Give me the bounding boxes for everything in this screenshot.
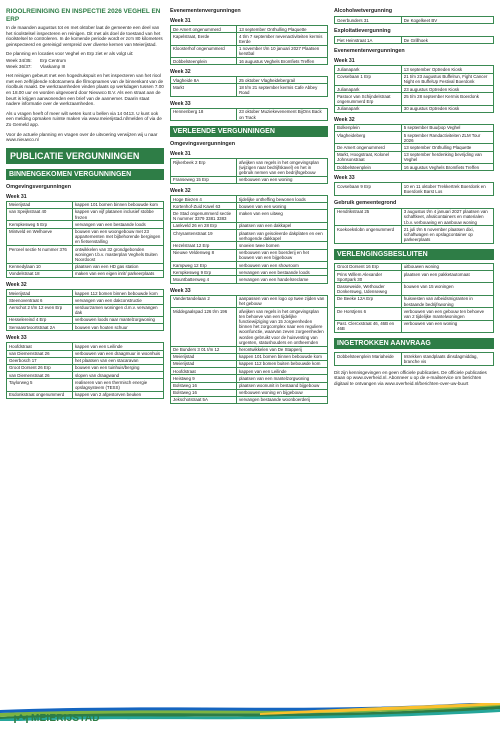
cell-location: Chrysantenstraat 19	[171, 230, 237, 242]
verlenging-title: VERLENGINGSBESLUITEN	[334, 249, 494, 260]
table-row	[335, 164, 494, 171]
table-row	[7, 372, 164, 379]
cell-description: plaatsen woonunit in bestaand bijgebouw	[236, 382, 327, 389]
cell-location: Covsebaan 9 Erp	[335, 183, 402, 195]
table-row	[171, 84, 328, 96]
cell-description: plaatsen van een pakketautomaat	[401, 271, 493, 283]
listing-table	[170, 158, 328, 184]
planning-week: Week 34/35:	[6, 57, 32, 63]
cell-description: bouwen van een woongebouw met 23 appartementen met bijbehorende bergingen en fietsenstalling	[72, 228, 163, 246]
cell-location: Middegaalspad 126 t/m 196	[171, 308, 237, 346]
cell-location: Taylorweg 5	[7, 379, 73, 391]
table-row	[335, 105, 494, 112]
cell-description: afwijken van regels in het omgevingsplan ten behoeve van een tijdelijke functiewijziging van 15 zorgeenheden binnen het zorgcomplex naar een reguliere woonfunctie, waarvan zeven zorgeenheden worden gebruikt voor de huisvesting van urgenten, statushouders en ontheemden	[236, 308, 327, 346]
cell-location: Vondelstraat 18	[7, 270, 73, 277]
evenementen-groups	[170, 18, 328, 121]
cell-location: Dobbelsteenplein Mariaheide	[335, 353, 402, 365]
cell-description: kappen van 2 afgestorven beuken	[72, 391, 163, 398]
cell-location: Vlagheideberg	[335, 132, 402, 144]
cell-location: Rijkerbeek 2 Erp	[171, 159, 237, 177]
cell-location: Koekoekslobn ongenummerd	[335, 226, 402, 244]
cell-location: Hezelstraat 12 Erp	[171, 242, 237, 249]
cell-description: verbouwen van een boerderij en het bouwen van een bijgebouw	[236, 249, 327, 261]
table-row	[335, 183, 494, 195]
table-row	[171, 389, 328, 396]
cell-description: 25 t/m 28 september Kermis Boerdonk	[401, 93, 493, 105]
cell-description: het plaatsen van een stacaravan	[72, 357, 163, 364]
cell-location: Perceel sectie N nummer 376	[7, 246, 73, 264]
table-row	[7, 228, 164, 246]
week-label: Week 32	[170, 188, 191, 195]
cell-location: Kloosterhof ongenummerd	[171, 45, 237, 57]
column-right	[334, 8, 494, 390]
table-row	[171, 196, 328, 203]
table-row	[335, 271, 494, 283]
cell-description: bouwen van een tuinhuis/berging	[72, 364, 163, 371]
table-row	[171, 276, 328, 283]
gebruik-table	[334, 208, 494, 244]
ingetrokken-title: INGETROKKEN AANVRAAG	[334, 338, 494, 349]
cell-location: Bolstweg 16	[171, 389, 237, 396]
table-row	[171, 375, 328, 382]
table-row	[335, 124, 494, 131]
table-row	[171, 242, 328, 249]
cell-location: Julianapark	[335, 86, 402, 93]
cell-location: Julianapark	[335, 66, 402, 73]
cell-location: De Amert ongenummerd	[171, 26, 237, 33]
cell-description: 5 september Randactiviteiten ZLM Tour 2026	[401, 132, 493, 144]
cell-location: Bolstweg 16	[171, 382, 237, 389]
table-row	[335, 151, 494, 163]
cell-description: vervangen van een bestaande loods	[72, 221, 163, 228]
omgeving-subtitle: Omgevingsvergunningen	[6, 183, 71, 190]
table-row	[7, 364, 164, 371]
week-label: Week 32	[6, 282, 27, 289]
cell-description: vervangen van een dakconstructie	[72, 297, 163, 304]
listing-table	[334, 36, 494, 44]
cell-description: 13 september Optreden Kiosk	[401, 66, 493, 73]
table-row	[335, 73, 494, 85]
table-row	[335, 263, 494, 270]
cell-description: verbouwen van een showroom	[236, 262, 327, 269]
cell-location: Markt, Hoogstraat, Kolonel Johnsonstraat	[335, 151, 402, 163]
week-label: Week 33	[170, 100, 191, 107]
cell-location: Franseweg 15 Erp	[171, 176, 237, 183]
cell-location: Esdonkstraat ongenummerd	[7, 391, 73, 398]
cell-description: snoeien twee bomen	[236, 242, 327, 249]
cell-location: Mintveld en Welhoeve	[7, 228, 73, 246]
cell-description: 5 september Buu/pop Veghel	[401, 124, 493, 131]
riool-actual-planning: Voor de actuele planning en vragen over de uitvoering verwijzen wij u naar www.nieuwco.nl	[6, 131, 158, 143]
cell-description: verduurzamen woningen d.m.v. vervangen dak	[72, 304, 163, 316]
cell-description: 16 augustus Veghels Bromfiets Treffen	[401, 164, 493, 171]
cell-location: Lankveld 26 en 28 Erp	[171, 222, 237, 229]
cell-description: kappen 112 bomen buiten bebouwde kom	[236, 360, 327, 367]
table-row	[171, 382, 328, 389]
table-row	[335, 66, 494, 73]
table-row	[7, 270, 164, 277]
cell-location: De Beeke 12A Erp	[335, 295, 402, 307]
table-row	[171, 108, 328, 120]
cell-description: 23 augustus Optreden Kiosk	[401, 86, 493, 93]
cell-location: Piet Heinstraat 1A	[335, 37, 402, 44]
cell-description: plaatsen van een mantelzorgwoning	[236, 375, 327, 382]
cell-location: Nieuwe Veldenweg 8	[171, 249, 237, 261]
week-label: Week 32	[334, 116, 355, 123]
omgeving-subtitle-verleend: Omgevingsvergunningen	[170, 141, 235, 148]
table-row	[171, 353, 328, 360]
ingetrokken-table	[334, 352, 494, 365]
meierijstad-logo	[14, 713, 100, 724]
cell-description: bouwen van een woning	[236, 203, 327, 210]
week-label: Week 31	[170, 18, 191, 24]
table-row	[171, 249, 328, 261]
table-row	[335, 353, 494, 365]
table-row	[171, 295, 328, 307]
listing-table	[6, 342, 164, 399]
table-row	[7, 290, 164, 297]
cell-location: Bolkenplein	[335, 124, 402, 131]
cell-location: Vlagheide 8A	[171, 77, 237, 84]
cell-location: Dobbelsteenplein	[335, 164, 402, 171]
cell-description: tijdelijke ontheffing bewonen loods	[236, 196, 327, 203]
logo-m-icon	[14, 714, 28, 724]
riool-intro: In de maanden augustus tot en met oktober laat de gemeente een deel van het rioolstelsel inspecteren en reinigen. Dit met als doel de toestand van het rioolstelsel te controleren. In de komende periode wordt er zo'n 80 kilometers geinspecteerd en gereinigd verspreid over diverse kernen van Meierijstad.	[6, 25, 163, 47]
evenementen-subtitle-verleend: Evenementenvergunningen	[334, 48, 405, 55]
cell-location: Meierijstad	[171, 360, 237, 367]
cell-description: verbouwen van een woning	[236, 176, 327, 183]
cell-description: slopen van draagwand	[72, 372, 163, 379]
cell-location: Meierijstad	[171, 353, 237, 360]
cell-location: Heistweg 9	[171, 375, 237, 382]
table-row	[335, 226, 494, 244]
cell-description: kappen van een Leilinde	[72, 343, 163, 350]
table-row	[7, 391, 164, 398]
table-row	[335, 144, 494, 151]
table-row	[335, 320, 494, 332]
planning-location: Erp Centrum	[40, 57, 67, 63]
table-row	[171, 222, 328, 229]
cell-location: Vandertandelaan 2	[171, 295, 237, 307]
table-row	[7, 304, 164, 316]
cell-description: verbouwen van een woning	[401, 320, 493, 332]
verleende-groups	[170, 151, 328, 404]
cell-location: Servaasrtvoortstraat 2A	[7, 324, 73, 331]
table-row	[335, 86, 494, 93]
cell-description: 13 september Onthulling Plaquette	[401, 144, 493, 151]
cell-location: van Diemenstraat 26	[7, 372, 73, 379]
cell-location: Hoofdstraat	[171, 368, 237, 375]
table-row	[7, 201, 164, 208]
listing-table	[334, 352, 494, 365]
cell-description: bouwen van 15 woningen	[401, 283, 493, 295]
cell-location: Geerbosch 17	[7, 357, 73, 364]
listing-table	[170, 195, 328, 284]
week-label: Week 31	[334, 58, 355, 65]
table-row	[335, 208, 494, 226]
riool-title: RIOOLREINIGING EN INSPECTIE 2026 VEGHEL EN ERP	[6, 8, 161, 23]
week-label: Week 32	[170, 69, 191, 76]
cell-location: Kempkesweg 9 Erp	[171, 269, 237, 276]
cell-description: kappen 101 bomen binnen bebouwde kom	[236, 353, 327, 360]
listing-table	[170, 76, 328, 97]
cell-description: 1 november t/m 10 januari 2027 Plaatsen kerstbal	[236, 45, 327, 57]
cell-description: 30 augustus Optreden Kiosk	[401, 105, 493, 112]
table-row	[171, 159, 328, 177]
cell-description: realiseren van een thermisch energie opslagsysteem (TESS)	[72, 379, 163, 391]
cell-description: kappen 101 bomen binnen bebouwde kom	[72, 201, 163, 208]
cell-location: De Horstjens 6	[335, 308, 402, 320]
cell-description: kappen van vijf platanen inclusief stobbe frezen	[72, 208, 163, 220]
cell-location: Mountbattenweg 4	[171, 276, 237, 283]
cell-description: 13 september Onthulling Plaquette	[236, 26, 327, 33]
table-row	[171, 269, 328, 276]
verleende-title: VERLEENDE VERGUNNINGEN	[170, 126, 328, 137]
verlenging-table	[334, 263, 494, 333]
cell-location: Prins Willem Alexander Sportpark 30	[335, 271, 402, 283]
cell-description: plaatsen van een dakkapel	[236, 222, 327, 229]
cell-description: maken van een uitweg	[236, 210, 327, 222]
binnengekomen-title: BINNENGEKOMEN VERGUNNINGEN	[6, 169, 164, 180]
cell-location: Meierijstad	[7, 290, 73, 297]
cell-description: 21 t/m 23 augustus Buffelrun, Fight Cancer Night en BuffelUp Festival Boerdonk	[401, 73, 493, 85]
table-row	[171, 45, 328, 57]
listing-table	[334, 182, 494, 195]
cell-location: De Bunders 3 01 t/m 12	[171, 346, 237, 353]
listing-table	[334, 16, 494, 24]
cell-description: afwijken van regels in het omgevingsplan (wijzigen naar bedrijfskavel) en het in gebruik nemen van een bedrijfsgebouw	[236, 159, 327, 177]
listing-table	[6, 289, 164, 331]
listing-table	[170, 108, 328, 121]
cell-location: De Amert ongenummerd	[335, 144, 402, 151]
table-row	[7, 350, 164, 357]
listing-table	[334, 263, 494, 333]
table-row	[335, 308, 494, 320]
cell-location: Aerschot 2 t/m 12 even Erp	[7, 304, 73, 316]
listing-table	[170, 295, 328, 404]
cell-location: Kempkesweg 5 Erp	[7, 221, 73, 228]
cell-description: uitbouwen woning	[401, 263, 493, 270]
planning-row	[6, 64, 164, 70]
cell-description: herontwikkelen van De Stapperij	[236, 346, 327, 353]
table-row	[7, 208, 164, 220]
exploitatie-subtitle: Exploitatievergunning	[334, 28, 391, 35]
cell-location: Hennenberg 18	[171, 108, 237, 120]
cell-location: Kennedylaan 10	[7, 263, 73, 270]
table-row	[7, 246, 164, 264]
table-row	[7, 357, 164, 364]
cell-location: Kortenhof-Zuid Kavel 63	[171, 203, 237, 210]
listing-table	[170, 25, 328, 65]
cell-location: Groot Dorsent 26 Erp	[7, 364, 73, 371]
cell-location: De Stad ongenummerd sectie N nummer 3379 3381 3383	[171, 210, 237, 222]
week-label: Week 31	[6, 193, 27, 200]
cell-location: Dasseweide, Wethouder Donkersweg, Udenseweg	[335, 283, 402, 295]
exploitatie-table	[334, 36, 494, 44]
cell-description: verbouwen van een gebouw ten behoeve van 2 tijdelijke mantelwoningen	[401, 308, 493, 320]
table-row	[335, 295, 494, 307]
column-middle	[170, 8, 328, 404]
table-row	[171, 203, 328, 210]
cell-description: 13 september herdenking bevrijding van Veghel	[401, 151, 493, 163]
cell-location: Kampweg 12 Erp	[171, 262, 237, 269]
column-left	[6, 8, 164, 399]
cell-description: kappen 112 bomen binnen bebouwde kom	[72, 290, 163, 297]
week-label: Week 33	[6, 335, 27, 342]
cell-description: 10 en 11 oktober Trekkertrek Boerdonk en Boerdonk Barst Los	[401, 183, 493, 195]
cell-description: aanpassen van een logo op twee zijden van het gebouw	[236, 295, 327, 307]
cell-description: maken van een eigen inrit/ parkeerplaats	[72, 270, 163, 277]
table-row	[335, 17, 494, 24]
table-row	[171, 230, 328, 242]
cell-location: Covsebaan 1 Erp	[335, 73, 402, 85]
cell-location: Geerbunders 31	[335, 17, 402, 24]
planning-location: Vlaskamp III	[40, 63, 66, 69]
cell-location: Julianapark	[335, 105, 402, 112]
table-row	[7, 324, 164, 331]
table-row	[335, 132, 494, 144]
listing-table	[334, 65, 494, 112]
planning-week: Week 36/37:	[6, 63, 32, 69]
riool-planning-intro: De planning en locaties voor Veghel en Erp ziet er als volgt uit:	[6, 51, 134, 57]
cell-description: 16 augustus Veghels Bromfiets Treffen	[236, 58, 327, 65]
table-row	[171, 360, 328, 367]
cell-location: Dobbelsteenplein	[171, 58, 237, 65]
cell-location: Pastoor van Schijndelstraat ongenummerd Erp	[335, 93, 402, 105]
cell-description: vervangen van een handelsreclame	[236, 276, 327, 283]
cell-description: plaatsen van een HD gas station	[72, 263, 163, 270]
cell-description: bouwen van houten schuur	[72, 324, 163, 331]
table-row	[7, 221, 164, 228]
gebruik-subtitle: Gebruik gemeentegrond	[334, 199, 397, 206]
table-row	[7, 263, 164, 270]
cell-description: ontwikkelen van 32 grondgebonden woningen t.b.v. masterplan Veghels Buiten Noordoost	[72, 246, 163, 264]
publicatie-title: PUBLICATIE VERGUNNINGEN	[6, 148, 164, 164]
cell-location: Hesselereind 4 Erp	[7, 316, 73, 323]
listing-table	[334, 208, 494, 244]
table-row	[171, 368, 328, 375]
cell-description: verbouwen loods naar mantelzorgwoning	[72, 316, 163, 323]
cell-location: Groot Dorsent 16 Erp	[335, 263, 402, 270]
listing-table	[334, 124, 494, 171]
cell-location: Steenoventraat 6	[7, 297, 73, 304]
evenementen-verleend-groups	[334, 58, 494, 195]
cell-location: Hoofdstraat	[7, 343, 73, 350]
cell-description: 25 oktober Vlagheidebergrail	[236, 77, 327, 84]
cell-location: Hendrikstraat 25	[335, 208, 402, 226]
table-row	[171, 346, 328, 353]
week-label: Week 31	[170, 151, 191, 158]
riool-work-description: Het reinigen gebeurt met een hogedrukspuit en het inspecteren van het riool met een zelfrijdende robotcamera die filmopnames van de binnenkant van de rioolbuis maakt. De werkzaamheden vinden plaats op werkdagen tussen 7.00 en 18.00 uur en worden uitgevoerd door Nieuwco B.V. Als een straat aan de beurt is krijgen aanwonenden een brief van de aannemer. Daarin staat nadere informatie over de werkzaamheden.	[6, 73, 164, 107]
cell-description: vervangen van een bestaande loods	[236, 269, 327, 276]
table-row	[335, 37, 494, 44]
cell-description: 18 t/m 21 september kermis Cafe Abbey Road	[236, 84, 327, 96]
cell-description: verbouwen van een draagmuur in woonhuis	[72, 350, 163, 357]
table-row	[171, 58, 328, 65]
table-row	[171, 396, 328, 403]
riool-planning-list	[6, 58, 164, 69]
cell-location: Markt	[171, 84, 237, 96]
table-row	[171, 176, 328, 183]
listing-table	[6, 201, 164, 278]
cell-location: Hoge Biezen 4	[171, 196, 237, 203]
cell-location: Meierijstad	[7, 201, 73, 208]
table-row	[7, 379, 164, 391]
cell-description: huisvesten van arbeidsmigranten in bestaande bedrijfswoning	[401, 295, 493, 307]
table-row	[7, 297, 164, 304]
table-row	[335, 283, 494, 295]
closing-note: Dit zijn kennisgevingen en geen officiele publicaties. De officiele publicaties staan op www.overheid.nl. Abonneer u op de e-mailservice om berichten digitaal te ontvangen via www.overheid.nl/berichten-over-uw-buurt	[334, 369, 487, 386]
evenementen-subtitle: Evenementenvergunningen	[170, 8, 241, 14]
alcohol-table	[334, 16, 494, 24]
table-row	[171, 308, 328, 346]
table-row	[335, 93, 494, 105]
table-row	[171, 33, 328, 45]
cell-location: Kapelstraat, Eerde	[171, 33, 237, 45]
table-row	[7, 316, 164, 323]
cell-location: van Diemenstraat 26	[7, 350, 73, 357]
cell-description: Intrekken standplaats dinsdagmiddag, branche vis	[401, 353, 493, 365]
cell-description: verbouwen woning en bijgebouw	[236, 389, 327, 396]
cell-description: De Kogelkeet BV	[401, 17, 493, 24]
riool-contact: Als u vragen heeft of meer wilt weten kunt u bellen via 14 0413. U kunt ook een melding opmaken ruimte maken via www.meierijstad.nl/melden of via de Zo Gemeld app.	[6, 110, 162, 127]
cell-description: plaatsen van geisoleerde dakplaten en een verhogende dakkapel	[236, 230, 327, 242]
cell-description: 4 t/m 7 september nevenactiviteiten kermis Eerde	[236, 33, 327, 45]
brand-name: MEIERIJSTAD	[31, 713, 100, 724]
cell-description: De Grillhoek	[401, 37, 493, 44]
table-row	[171, 77, 328, 84]
table-row	[171, 210, 328, 222]
cell-location: Past. Clercxstraat 46, 46B en 46B	[335, 320, 402, 332]
cell-description: kappen van een Leilinde	[236, 368, 327, 375]
cell-location: Jekschotstraat 5A	[171, 396, 237, 403]
footer	[0, 695, 500, 741]
cell-description: 23 oktober Muziekevenement BijOns Back on Track	[236, 108, 327, 120]
cell-description: 3 augustus t/m 4 januari 2027 plaatsen van schaftkeet, afvalcontainers en materialen t.b.v. verbouwing en aanbouw woning	[401, 208, 493, 226]
cell-location: van Speijkstraat 40	[7, 208, 73, 220]
week-label: Week 33	[170, 287, 191, 294]
table-row	[171, 26, 328, 33]
week-label: Week 33	[334, 175, 355, 182]
binnengekomen-groups	[6, 194, 164, 399]
table-row	[171, 262, 328, 269]
cell-description: vervangen bestaande woonboerderij	[236, 396, 327, 403]
alcohol-subtitle: Alcoholwetvergunning	[334, 8, 393, 14]
cell-description: 21 juli t/m 6 november plaatsen dixi, schaftwagen en opslagcontainer op parkeerplaats	[401, 226, 493, 244]
table-row	[7, 343, 164, 350]
